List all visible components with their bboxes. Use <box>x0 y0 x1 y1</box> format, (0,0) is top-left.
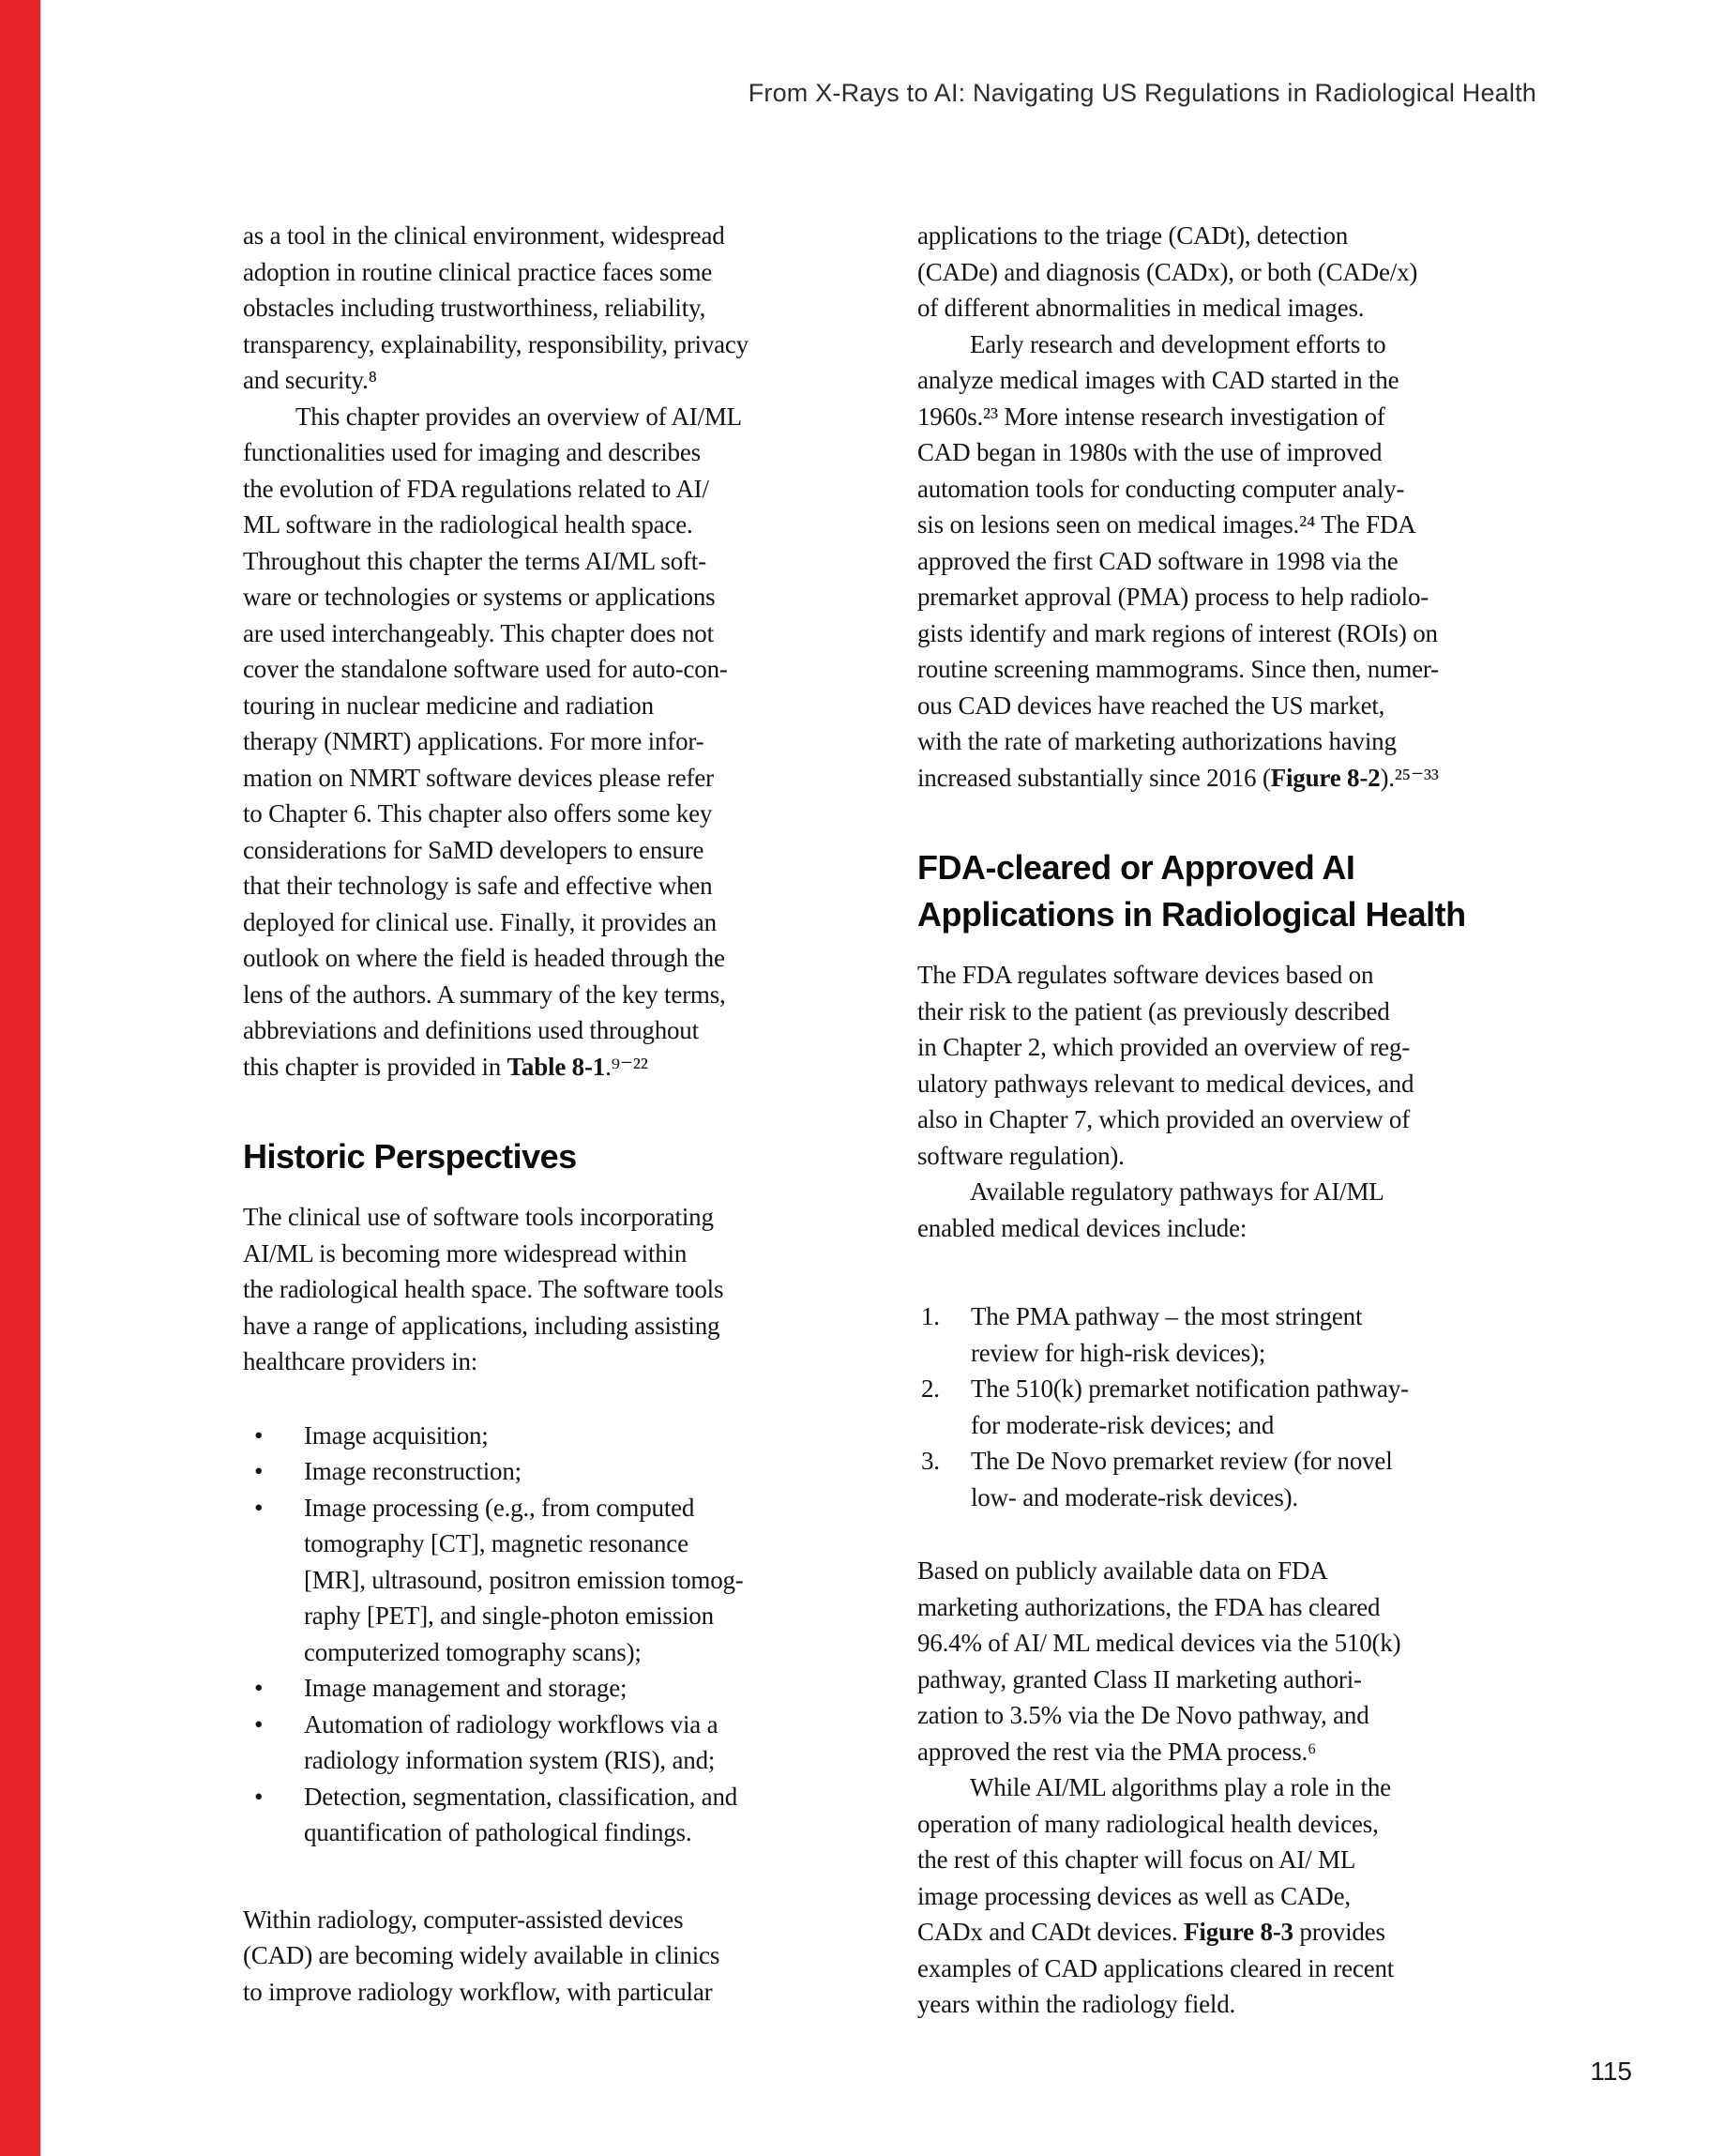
paragraph-within-radiology: Within radiology, computer-assisted devices (CAD) are becoming widely available in clinics to improve radiology workflow, with particular <box>243 1905 720 2006</box>
page-number: 115 <box>1590 2057 1632 2086</box>
bullet-item-text: Image reconstruction; <box>304 1457 522 1485</box>
numbered-item-text: The De Novo premarket review (for novel low- and moderate-risk devices). <box>971 1447 1393 1511</box>
bullet-marker: • <box>254 1493 264 1522</box>
paragraph-based-on-data: Based on publicly available data on FDA marketing authorizations, the FDA has cleared 96.4% of AI/ ML medical devices via the 510(k) pathway, granted Class II marketing authori- zation to 3.5% via the De Novo pathway, and approved the rest via the PMA process.⁶ <box>917 1556 1401 1766</box>
numbered-item-text: The PMA pathway – the most stringent review for high-risk devices); <box>971 1302 1363 1367</box>
bullet-item <box>243 1418 853 1454</box>
bullet-item <box>243 1453 853 1490</box>
bullet-marker: • <box>254 1782 264 1811</box>
numbered-item-text: The 510(k) premarket notification pathway- for moderate-risk devices; and <box>971 1374 1409 1439</box>
regulatory-pathways-numbered-list <box>917 1298 1538 1515</box>
bullet-marker: • <box>254 1420 264 1450</box>
bullet-item <box>243 1779 853 1851</box>
numbered-item <box>917 1443 1538 1515</box>
bullet-marker: • <box>254 1709 264 1738</box>
numbered-item <box>917 1371 1538 1443</box>
paragraph-available-pathways: Available regulatory pathways for AI/ML enabled medical devices include: <box>917 1177 1384 1242</box>
section-heading-fda-cleared: FDA-cleared or Approved AI Applications in Radiological Health <box>917 848 1466 934</box>
paragraph-clinical-use: The clinical use of software tools incorporating AI/ML is becoming more widespread within the radiological health space. The software tools have a range of applications, including assisting healthcare providers in: <box>243 1203 724 1375</box>
bullet-item <box>243 1490 853 1671</box>
bullet-item-text: Detection, segmentation, classification, and quantification of pathological findings. <box>304 1782 738 1846</box>
paragraph-early-research: Early research and development efforts to analyze medical images with CAD started in the 1960s.²³ More intense research investigation of CAD began in 1980s with the use of improved automation tools for conducting computer analy- sis on lesions seen on medical images.²⁴ The FDA approved the first CAD software in 1998 via the premarket approval (PMA) process to help radiolo- gists identify and mark regions of interest (ROIs) on routine screening mammograms. Since then, numer- ous CAD devices have reached the US market, with the rate of marketing authorizations having increased substantially since 2016 (Figure 8-2).²⁵⁻³³ <box>917 329 1439 792</box>
bullet-item-text: Image acquisition; <box>304 1420 489 1450</box>
numbered-item-label: 2. <box>921 1374 940 1403</box>
bullet-item-text: Image processing (e.g., from computed tomography [CT], magnetic resonance [MR], ultrasound, positron emission tomog- raphy [PET], and single-photon emission computerized tomography scans); <box>304 1493 744 1666</box>
section-heading-historic-perspectives: Historic Perspectives <box>243 1137 577 1176</box>
paragraph-chapter-overview: This chapter provides an overview of AI/ML functionalities used for imaging and describes the evolution of FDA regulations related to AI/ ML software in the radiological health space. Throughout this chapter the terms AI/ML soft- ware or technologies or systems or applications are used interchangeably. This chapter does not cover the standalone software used for auto-con- touring in nuclear medicine and radiation therapy (NMRT) applications. For more infor- mation on NMRT software devices please refer to Chapter 6. This chapter also offers some key considerations for SaMD developers to ensure that their technology is safe and effective when deployed for clinical use. Finally, it provides an outlook on where the field is headed through the lens of the authors. A summary of the key terms, abbreviations and definitions used throughout this chapter is provided in Table 8-1.⁹⁻²² <box>243 402 742 1081</box>
paragraph-fda-regulates: The FDA regulates software devices based on their risk to the patient (as previously described in Chapter 2, which provided an overview of reg- ulatory pathways relevant to medical devices, and also in Chapter 7, which provided an overview of software regulation). <box>917 961 1414 1170</box>
bullet-marker: • <box>254 1674 264 1702</box>
bullet-item <box>243 1707 853 1779</box>
paragraph-while-aiml: While AI/ML algorithms play a role in the operation of many radiological health devices, the rest of this chapter will focus on AI/ ML image processing devices as well as CADe, CADx and CADt devices. Figure 8-3 provides examples of CAD applications cleared in recent years within the radiology field. <box>917 1773 1395 2018</box>
right-column <box>917 218 1538 2023</box>
applications-bullet-list <box>243 1418 853 1851</box>
bullet-marker: • <box>254 1457 264 1485</box>
bullet-item <box>243 1670 853 1707</box>
numbered-item-label: 1. <box>921 1302 940 1330</box>
paragraph-intro-obstacles: as a tool in the clinical environment, widespread adoption in routine clinical practice faces some obstacles including trustworthiness, reliability, transparency, explainability, responsibility, privacy and security.⁸ <box>243 221 749 394</box>
numbered-item <box>917 1298 1538 1371</box>
paragraph-cad-types: applications to the triage (CADt), detection (CADe) and diagnosis (CADx), or both (CADe/x) of different abnormalities in medical images. <box>917 221 1418 322</box>
running-header: From X-Rays to AI: Navigating US Regulations in Radiological Health <box>748 79 1536 107</box>
left-accent-bar <box>0 0 40 2156</box>
bullet-item-text: Automation of radiology workflows via a radiology information system (RIS), and; <box>304 1709 718 1774</box>
left-column <box>243 218 853 2010</box>
numbered-item-label: 3. <box>921 1447 940 1475</box>
bullet-item-text: Image management and storage; <box>304 1674 628 1702</box>
